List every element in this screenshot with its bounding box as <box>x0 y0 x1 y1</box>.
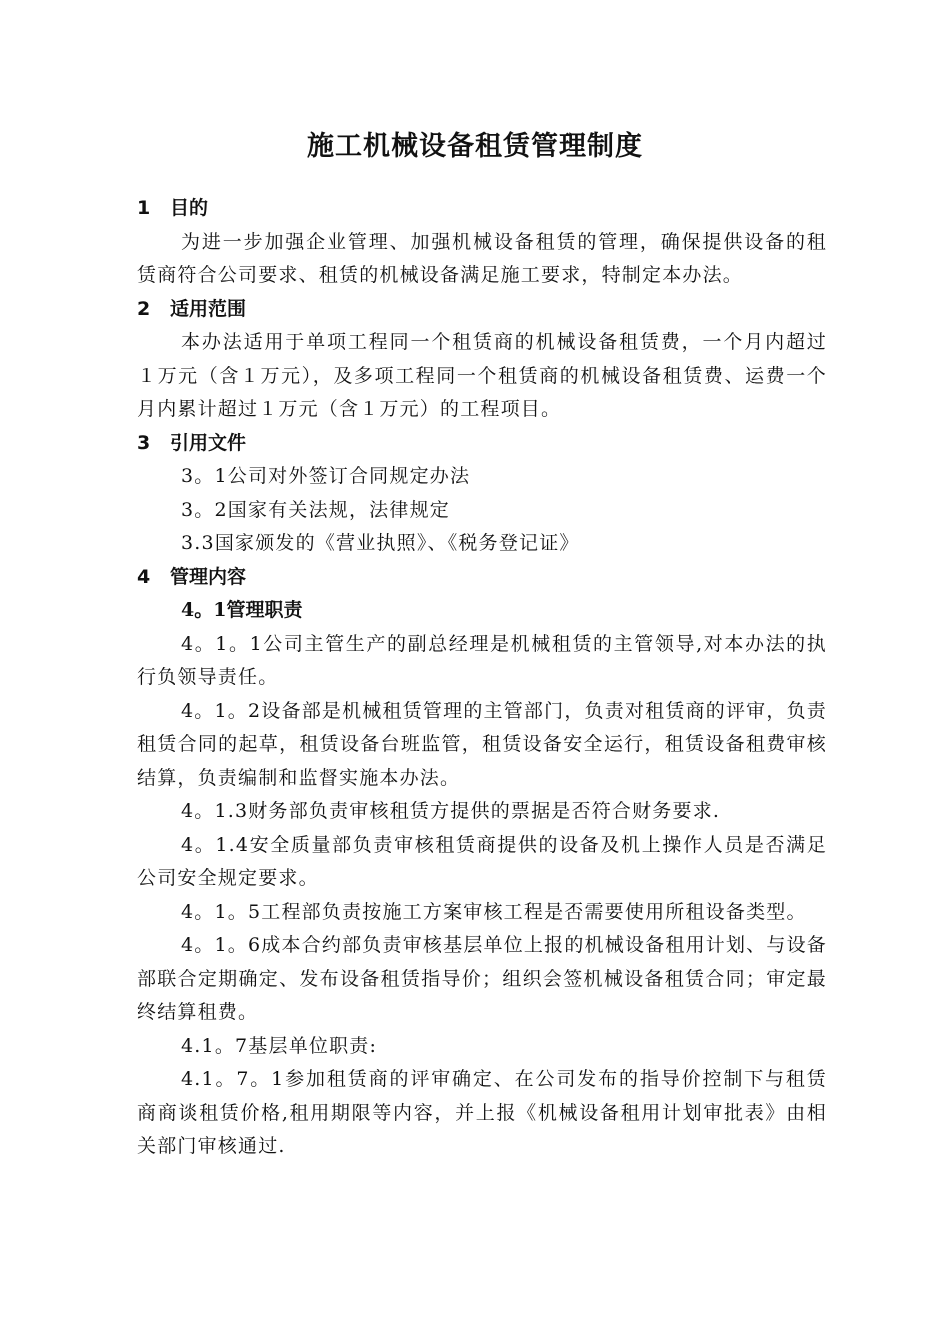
paragraph: 4。1.3财务部负责审核租赁方提供的票据是否符合财务要求. <box>181 800 721 822</box>
paragraph: 4。1。6成本合约部负责审核基层单位上报的机械设备租用计划、与设备部联合定期确定、发布设备租赁指导价；组织会签机械设备租赁合同；审定最终结算租费。 <box>137 934 827 1023</box>
section-number: 1 <box>137 197 151 219</box>
section-title: 适用范围 <box>170 297 247 320</box>
paragraph: 4。1。5工程部负责按施工方案审核工程是否需要使用所租设备类型。 <box>181 900 807 923</box>
section-heading <box>137 561 827 595</box>
reference-item: 3。2国家有关法规，法律规定 <box>181 498 450 521</box>
section-heading <box>137 293 827 327</box>
document-body <box>137 192 827 1164</box>
section-number: 3 <box>137 431 151 454</box>
section-heading <box>137 192 827 226</box>
section-title: 目的 <box>170 197 209 219</box>
section-number: 4 <box>137 565 151 588</box>
paragraph: 为进一步加强企业管理、加强机械设备租赁的管理，确保提供设备的租赁商符合公司要求、租赁的机械设备满足施工要求，特制定本办法。 <box>137 230 827 286</box>
paragraph: 4.1。7。1参加租赁商的评审确定、在公司发布的指导价控制下与租赁商商谈租赁价格,租用期限等内容，并上报《机械设备租用计划审批表》由相关部门审核通过. <box>137 1068 827 1157</box>
paragraph: 本办法适用于单项工程同一个租赁商的机械设备租赁费，一个月内超过１万元（含１万元），及多项工程同一个租赁商的机械设备租赁费、运费一个月内累计超过１万元（含１万元）的工程项目。 <box>137 331 827 420</box>
paragraph: 4.1。7基层单位职责: <box>181 1034 378 1057</box>
reference-item: 3。1公司对外签订合同规定办法 <box>181 465 471 487</box>
document-title: 施工机械设备租赁管理制度 <box>307 131 643 162</box>
reference-item: 3.3国家颁发的《营业执照》、《税务登记证》 <box>181 532 580 554</box>
section-number: 2 <box>137 297 151 320</box>
section-title: 引用文件 <box>170 431 247 454</box>
paragraph: 4。1。2设备部是机械租赁管理的主管部门，负责对租赁商的评审，负责租赁合同的起草，租赁设备台班监管，租赁设备安全运行，租赁设备租费审核结算，负责编制和监督实施本办法。 <box>137 699 827 789</box>
subsection-heading: 4。1管理职责 <box>181 599 303 621</box>
paragraph: 4。1。1公司主管生产的副总经理是机械租赁的主管领导,对本办法的执行负领导责任。 <box>137 632 827 688</box>
section-heading <box>137 427 827 461</box>
section-title: 管理内容 <box>170 565 247 588</box>
paragraph: 4。1.4安全质量部负责审核租赁商提供的设备及机上操作人员是否满足公司安全规定要求。 <box>137 833 827 889</box>
